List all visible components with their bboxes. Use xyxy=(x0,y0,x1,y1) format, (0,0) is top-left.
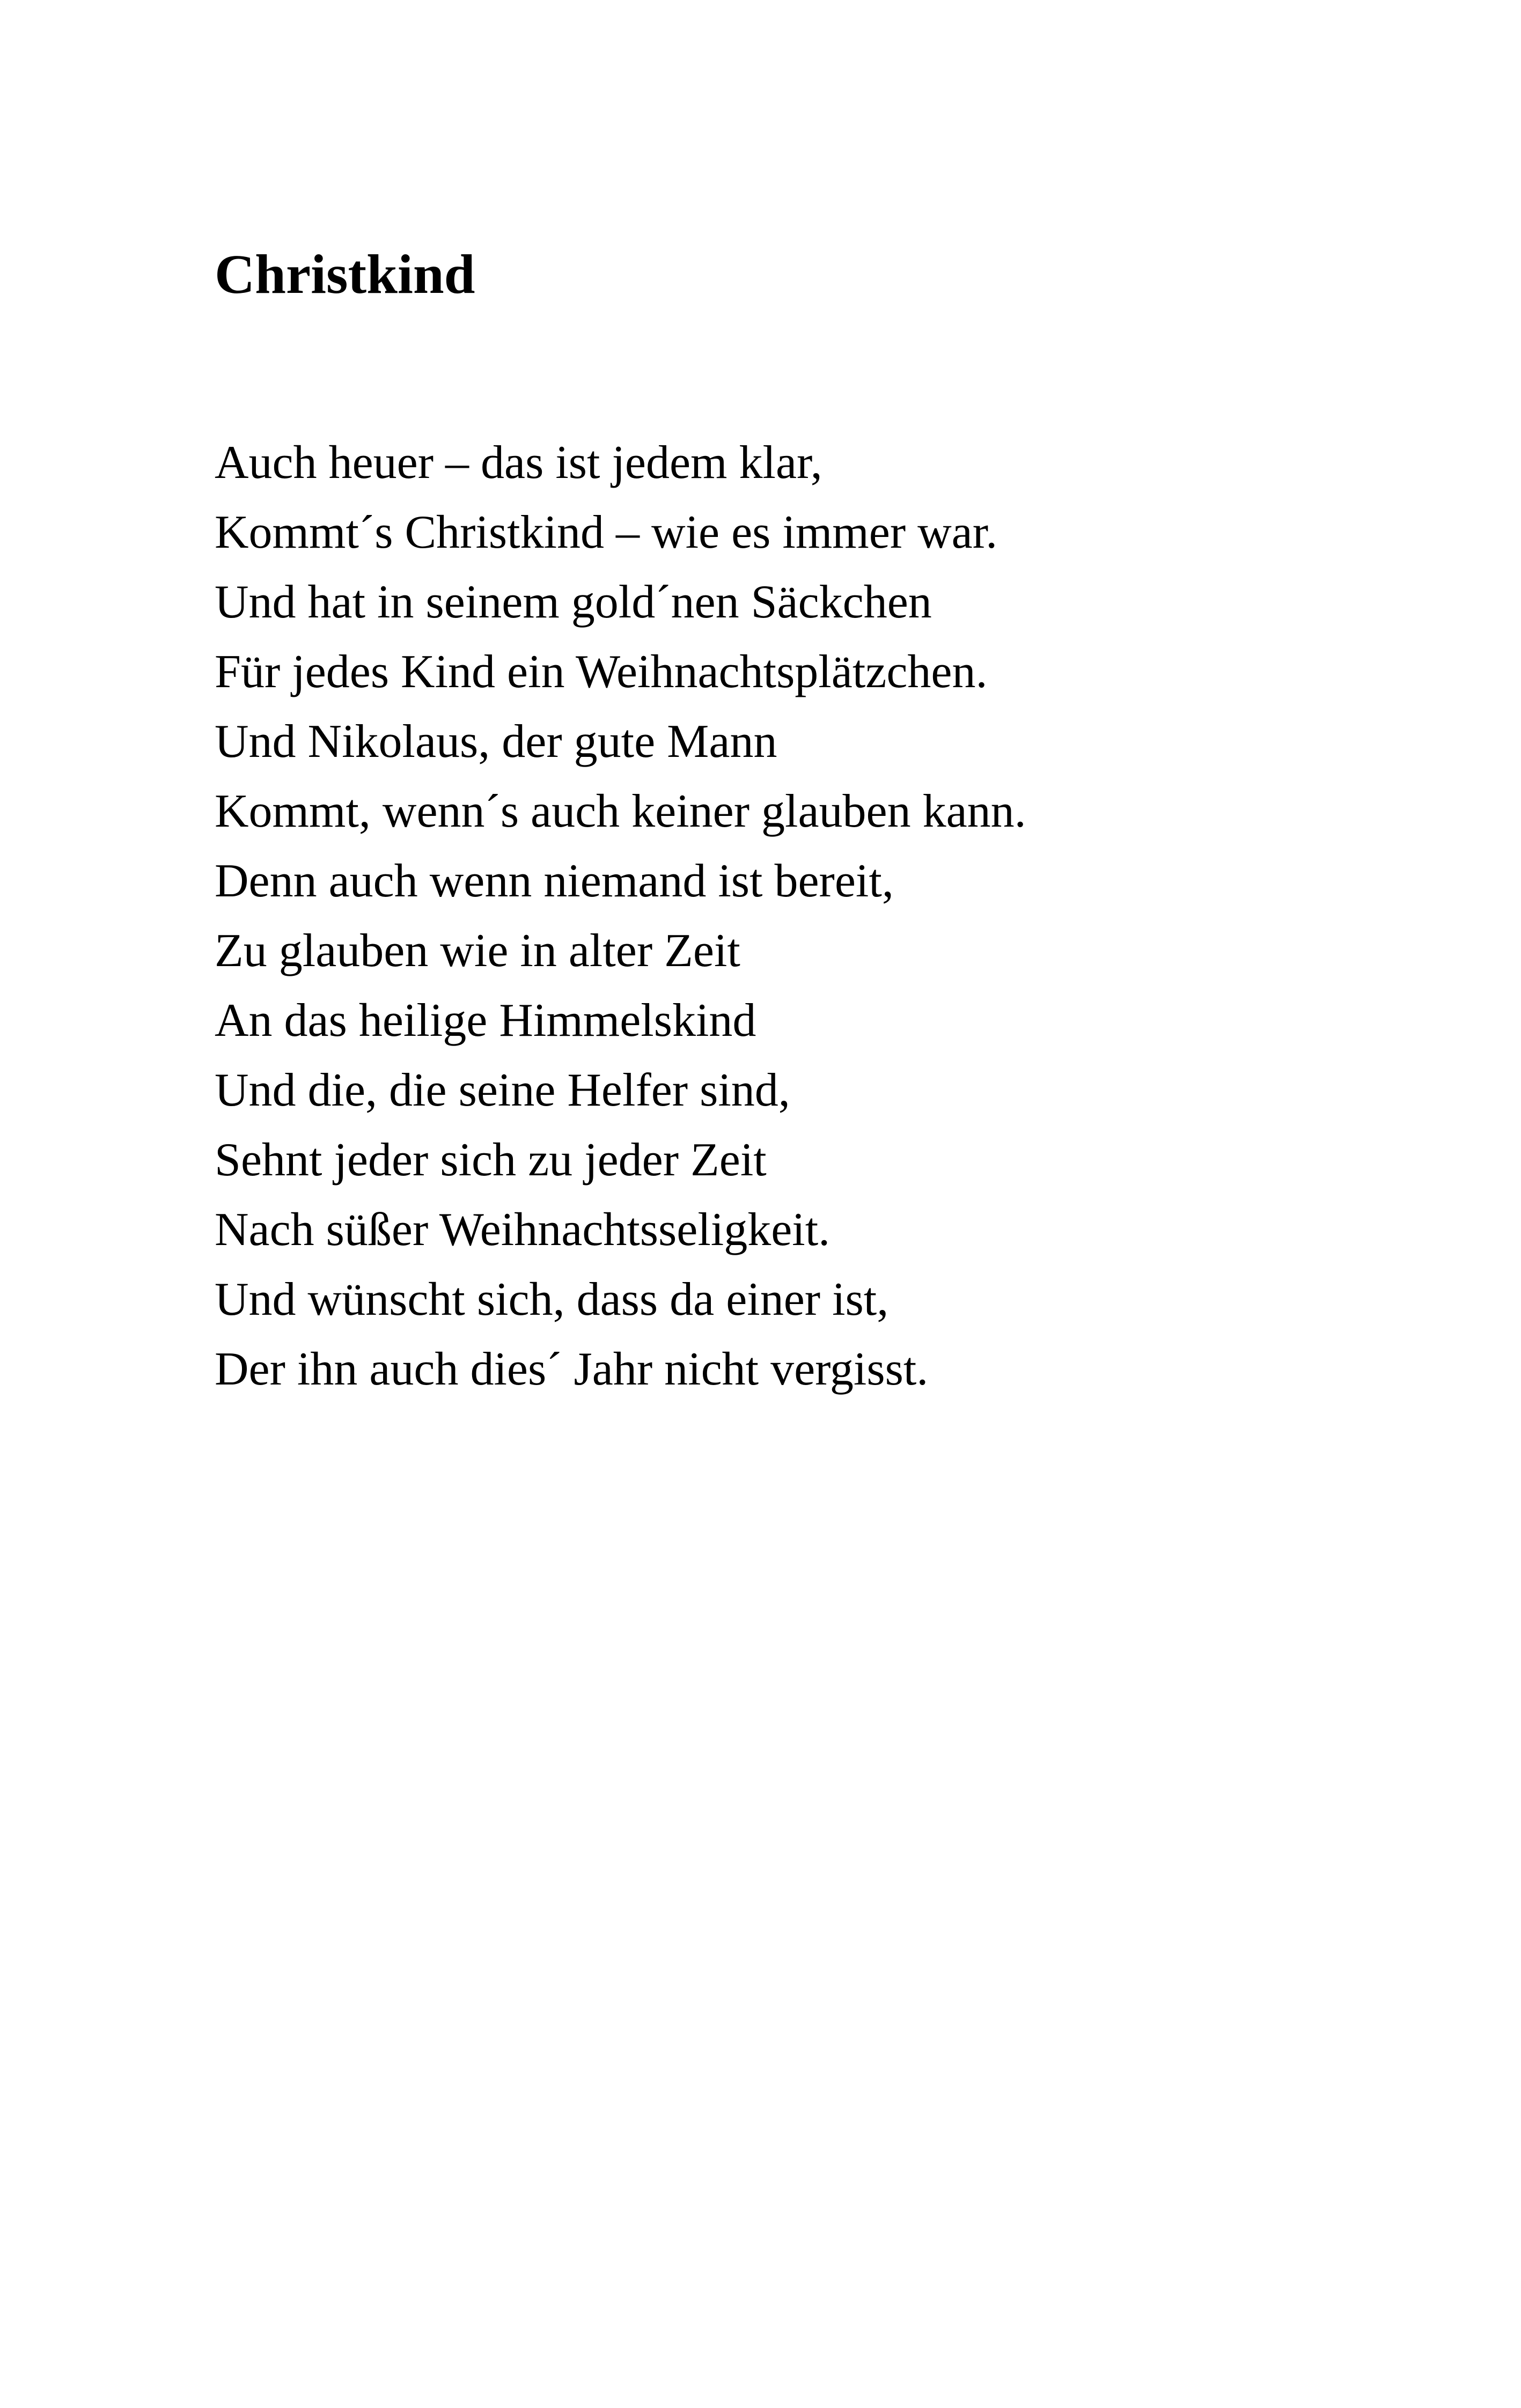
poem-line: Kommt, wenn´s auch keiner glauben kann. xyxy=(215,785,1026,837)
poem-line: Und Nikolaus, der gute Mann xyxy=(215,716,777,768)
poem-line: Und hat in seinem gold´nen Säckchen xyxy=(215,576,932,628)
poem-line: Nach süßer Weihnachtsseligkeit. xyxy=(215,1204,831,1256)
poem-line: Und die, die seine Helfer sind, xyxy=(215,1064,790,1116)
poem-line: Auch heuer – das ist jedem klar, xyxy=(215,437,822,489)
poem-line: Und wünscht sich, dass da einer ist, xyxy=(215,1273,889,1325)
poem-line: An das heilige Himmelskind xyxy=(215,995,756,1047)
poem-title: Christkind xyxy=(215,244,475,305)
poem-line: Zu glauben wie in alter Zeit xyxy=(215,925,740,977)
poem-body xyxy=(215,428,1026,1404)
poem-line: Der ihn auch dies´ Jahr nicht vergisst. xyxy=(215,1343,929,1395)
poem-line: Kommt´s Christkind – wie es immer war. xyxy=(215,506,998,558)
poem-line: Sehnt jeder sich zu jeder Zeit xyxy=(215,1134,767,1186)
poem-line: Denn auch wenn niemand ist bereit, xyxy=(215,855,894,907)
poem-line: Für jedes Kind ein Weihnachtsplätzchen. xyxy=(215,646,988,698)
